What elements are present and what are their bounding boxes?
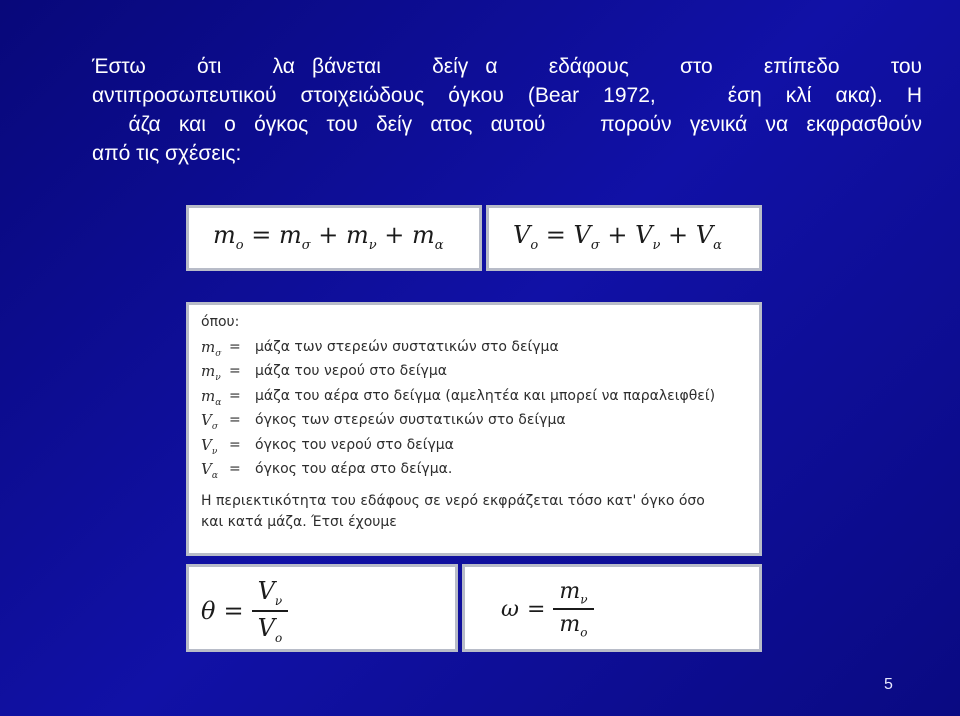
body-paragraph xyxy=(92,52,922,168)
volume-equation-box xyxy=(486,205,762,271)
definition-symbol: $V_\sigma$ xyxy=(201,411,218,433)
paragraph-line-2: αντιπροσωπευτικού στοιχειώδους όγκου (Bear 1972, έση κλί ακα). Η xyxy=(92,84,922,107)
paragraph-line-1: Έστω ότι λα βάνεται δείγ α εδάφους στο επίπεδο του xyxy=(92,55,922,78)
definition-row: $V_\nu$ = όγκος του νερού στο δείγμα xyxy=(201,433,753,457)
definitions-box xyxy=(186,302,762,556)
definition-row: $m_\nu$ = μάζα του νερού στο δείγμα xyxy=(201,359,753,383)
definition-text: όγκος των στερεών συστατικών στο δείγμα xyxy=(255,412,566,429)
definition-symbol: $m_\alpha$ xyxy=(201,386,222,408)
definition-row: $V_\sigma$ = όγκος των στερεών συστατικών στο δείγμα xyxy=(201,408,753,432)
definition-symbol: $V_\alpha$ xyxy=(201,459,218,481)
definition-text: μάζα του αέρα στο δείγμα (αμελητέα και μπορεί να παραλειφθεί) xyxy=(255,387,716,404)
theta-fraction: $\frac{V_\nu}{V_o}$ xyxy=(252,577,289,645)
mass-equation-box xyxy=(186,205,482,271)
paragraph-line-3: άζα και ο όγκος του δείγ ατος αυτού πορούν γενικά να εκφρασθούν xyxy=(92,113,922,136)
definition-text: μάζα των στερεών συστατικών στο δείγμα xyxy=(255,339,559,355)
definition-symbol: $m_\sigma$ xyxy=(201,338,222,359)
theta-equation-box xyxy=(186,564,458,652)
omega-equation-box xyxy=(462,564,762,652)
definition-text: όγκος του αέρα στο δείγμα. xyxy=(255,460,453,477)
paragraph-line-4: από τις σχέσεις: xyxy=(92,142,242,165)
volume-equation: $V_o = V_\sigma + V_\nu + V_\alpha$ xyxy=(513,221,722,253)
definition-row: $V_\alpha$ = όγκος του αέρα στο δείγμα. xyxy=(201,457,753,481)
omega-equation: ω = $\frac{m_\nu}{m_o}$ xyxy=(501,579,594,640)
definitions-note: Η περιεκτικότητα του εδάφους σε νερό εκφράζεται τόσο κατ' όγκο όσο και κατά μάζα. Έτσι έχουμε xyxy=(201,493,705,531)
theta-equation: θ = $\frac{V_\nu}{V_o}$ xyxy=(201,577,288,645)
definition-text: όγκος του νερού στο δείγμα xyxy=(255,436,454,453)
omega-fraction: $\frac{m_\nu}{m_o}$ xyxy=(553,579,593,640)
definition-text: μάζα του νερού στο δείγμα xyxy=(255,363,447,380)
definitions-heading: όπου: xyxy=(201,314,240,330)
definition-symbol: $V_\nu$ xyxy=(201,435,218,457)
definition-row: $m_\alpha$ = μάζα του αέρα στο δείγμα (αμελητέα και μπορεί να παραλειφθεί) xyxy=(201,384,753,408)
page-number: 5 xyxy=(884,676,893,693)
definition-symbol: $m_\nu$ xyxy=(201,362,221,384)
mass-equation: $m_o = m_\sigma + m_\nu + m_\alpha$ xyxy=(213,221,444,253)
definition-row: $m_\sigma$ = μάζα των στερεών συστατικών στο δείγμα xyxy=(201,335,753,359)
